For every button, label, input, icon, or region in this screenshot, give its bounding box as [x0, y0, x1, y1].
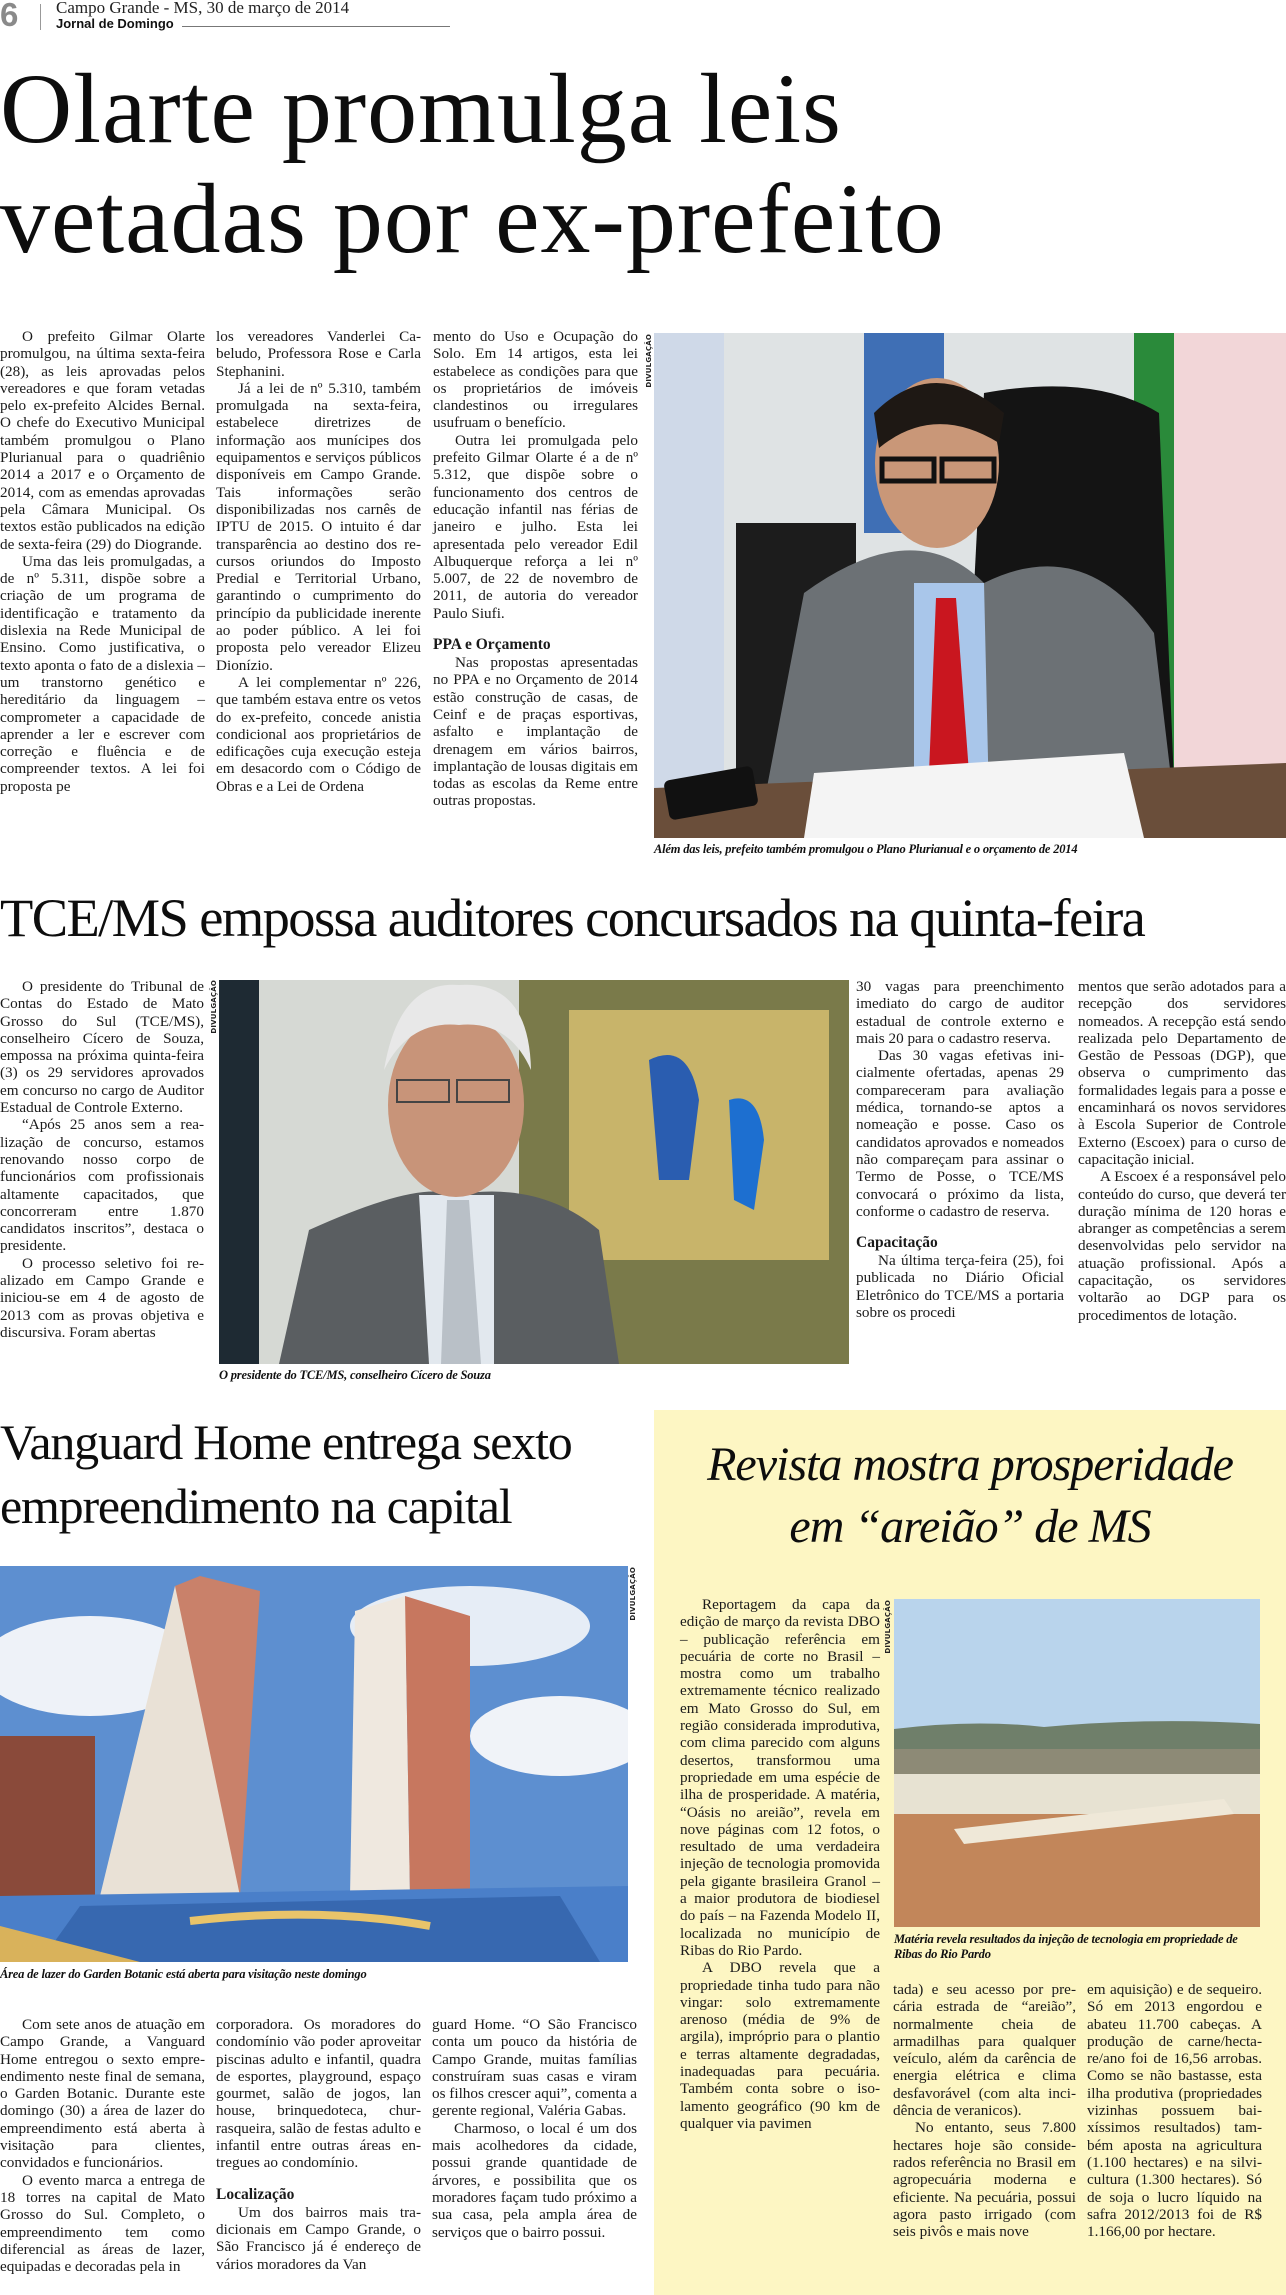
headline-line: vetadas por ex-prefeito	[0, 163, 945, 274]
story1-headline	[0, 54, 1286, 274]
headline-line: Revista mostra prosperidade	[707, 1438, 1233, 1491]
paragraph: Charmoso, o local é um dos mais acolhedores da cidade, possui grande quantidade de árvores, e possibilita que os moradores façam tudo próximo a sua casa, pela ampla área de serviços que o bairro possui.	[432, 2119, 637, 2241]
paragraph: Das 30 vagas efetivas inicialmente ofertadas, apenas 29 compareceram para avaliação médica, tornando-se aptos a nomeação e posse. Caso os candidatos aprovados e nomeados não compareçam para assinar o Termo de Posse, o TCE/MS convocará o próximo da lista, conforme o cadastro de reserva.	[856, 1047, 1064, 1220]
paragraph: Reportagem da capa da edição de março da revista DBO – publicação referência em pecuária de corte no Brasil – mostra como um trabalho extremamente técnico realizado em Mato Grosso do Sul, em região considerada improdutiva, com clima parecido com alguns desertos, transformou uma propriedade em uma espécie de ilha de prosperidade. A matéria, “Oásis no areião”, revela em nove páginas com 12 fotos, o resultado de uma verdadeira injeção de tecnologia promovida pela gigante brasileira Granol – a maior produtora de biodiesel do país – na Fazenda Modelo II, localizada no município de Ribas do Rio Pardo.	[680, 1596, 880, 1959]
paragraph: Na última terça-feira (25), foi publicada no Diário Oficial Eletrônico do TCE/MS a portaria sobre os procedi	[856, 1252, 1064, 1322]
photo-caption: O presidente do TCE/MS, conselheiro Cícero de Souza	[219, 1368, 491, 1382]
buildings-photo	[0, 1566, 628, 1962]
story4-column-2	[893, 1981, 1076, 2240]
story3-headline	[0, 1410, 640, 1538]
paper-name: Jornal de Domingo	[56, 16, 174, 31]
paragraph: Um dos bairros mais tradicionais em Campo Grande, o São Francisco já é endereço de vários moradores da Van	[216, 2203, 421, 2273]
story4-column-1	[680, 1596, 880, 2132]
photo-caption: Área de lazer do Garden Botanic está aberta para visitação neste domingo	[0, 1967, 367, 1981]
story3-column-1	[0, 2016, 205, 2275]
header-rule	[182, 26, 450, 27]
story1-column-3	[433, 328, 638, 810]
president-photo	[219, 980, 849, 1364]
paragraph: los vereadores Vanderlei Cabeludo, Professora Rose e Carla Stephanini.	[216, 328, 421, 380]
paragraph: mento do Uso e Ocupação do Solo. Em 14 artigos, esta lei estabelece as condições para que os proprietários de imóveis clandestinos ou irregulares usufruam o benefício.	[433, 328, 638, 432]
photo-credit: DIVULGAÇÃO	[210, 980, 218, 1034]
paragraph: No entanto, seus 7.800 hectares hoje são considerados referência no Brasil em agropecuária moderna e eficiente. Na pecuária, possui agora pasto irrigado (com seis pivôs e mais nove	[893, 2119, 1076, 2241]
paragraph: Uma das leis promulgadas, a de nº 5.311, dispõe sobre a criação de um programa de identificação e tratamento da dislexia na Rede Municipal de Ensino. Como justificativa, o texto aponta o fato de a dislexia – um transtorno genético e hereditário da linguagem – comprometer a capacidade de aprender a ler e escrever com correção e fluência e de compreender textos. A lei foi proposta pe	[0, 552, 205, 795]
photo-caption: Além das leis, prefeito também promulgou o Plano Plurianual e o orçamento de 2014	[654, 842, 1078, 856]
story4-headline	[654, 1434, 1286, 1558]
paragraph: “Após 25 anos sem a realização de concurso, estamos renovando nosso corpo de funcionários com profissionais altamente capacitados, que concorreram entre 1.870 candidatos inscritos”, destaca o presidente.	[0, 1116, 204, 1255]
paragraph: O prefeito Gilmar Olarte promulgou, na última sexta-feira (28), as leis aprovadas pelos vereadores e que foram vetadas pelo ex-prefeito Alcides Bernal. O chefe do Executivo Municipal também promulgou o Plano Plurianual para o quadriênio 2014 a 2017 e o Orçamento de 2014, com as emendas aprovadas pela Câmara Municipal. Os textos estão publicados na edição de sexta-feira (29) do Diogrande.	[0, 328, 205, 553]
story3-column-3	[432, 2016, 637, 2241]
paragraph: O evento marca a entrega de 18 torres na capital de Mato Grosso do Sul. Completo, o empreendimento tem como diferencial as áreas de lazer, equipadas e decoradas pela in	[0, 2171, 205, 2276]
paragraph: A Escoex é a responsável pelo conteúdo do curso, que deverá ter duração mínima de 120 horas e abranger as competências a serem desenvolvidas pelo servidor na atuação profissional. Após a capacitação, os servidores voltarão ao DGP para os procedimentos de lotação.	[1078, 1168, 1286, 1324]
story3-column-2	[216, 2016, 421, 2273]
story2-column-1	[0, 978, 204, 1341]
paragraph: O processo seletivo foi realizado em Campo Grande e iniciou-se em 4 de agosto de 2013 com as provas objetiva e discursiva. Foram abertas	[0, 1254, 204, 1341]
paragraph: mentos que serão adotados para a recepção dos servidores nomeados. A recepção está sendo realizada pelo Departamento de Gestão de Pessoas (DGP), que observa o cumprimento das formalidades legais para a posse e encaminhará os novos servidores à Escola Superior de Controle Externo (Escoex) para o curso de capacitação inicial.	[1078, 978, 1286, 1168]
farm-photo	[894, 1599, 1260, 1927]
story1-column-2	[216, 328, 421, 795]
headline-line: Olarte promulga leis	[0, 53, 842, 164]
story1-column-1	[0, 328, 205, 795]
headline-line: empreendimento na capital	[0, 1478, 512, 1534]
subhead: PPA e Orçamento	[433, 636, 551, 654]
photo-caption: Matéria revela resultados da injeção de tecnologia em propriedade de Ribas do Rio Pardo	[894, 1932, 1238, 1961]
dateline: Campo Grande - MS, 30 de março de 2014	[56, 0, 350, 17]
paragraph: corporadora. Os moradores do condomínio vão poder aproveitar piscinas adulto e infantil, quadra de esportes, playground, espaço gourmet, salão de jogos, lan house, brinquedoteca, churrasqueira, salão de festas adulto e infantil entre outras áreas entregues ao condomínio.	[216, 2016, 421, 2172]
headline-line: Vanguard Home entrega sexto	[0, 1414, 572, 1470]
photo-credit: DIVULGAÇÃO	[629, 1567, 637, 1621]
page-header	[0, 0, 1286, 36]
subhead: Localização	[216, 2185, 295, 2203]
page-number: 6	[0, 0, 19, 33]
paragraph: Outra lei promulgada pelo prefeito Gilmar Olarte é a de nº 5.312, que dispõe sobre o funcionamento dos centros de educação infantil nas férias de janeiro e julho. Esta lei apresentada pelo vereador Edil Albuquerque reforça a lei nº 5.007, de 22 de novembro de 2011, de autoria do vereador Paulo Siufi.	[433, 431, 638, 622]
paragraph: O presidente do Tribunal de Contas do Estado de Mato Grosso do Sul (TCE/MS), conselheiro Cícero de Souza, empossa na próxima quinta-feira (3) os 29 servidores aprovados em concurso no cargo de Auditor Estadual de Controle Externo.	[0, 978, 204, 1117]
mayor-photo	[654, 333, 1286, 838]
paragraph: Nas propostas apresentadas no PPA e no Orçamento de 2014 estão construção de casas, de Ceinf e de praças esportivas, asfalto e implantação de drenagem em vários bairros, implantação de lousas digitais em todas as escolas da Reme entre outras propostas.	[433, 654, 638, 810]
subhead: Capacitação	[856, 1234, 938, 1252]
header-divider	[40, 4, 41, 30]
paragraph: Já a lei de nº 5.310, também promulgada na sexta-feira, estabelece diretrizes de informação aos munícipes dos equipamentos e serviços públicos disponíveis em Campo Grande. Tais informações serão disponibilizadas nos carnês de IPTU de 2015. O intuito é dar transparência ao destino dos recursos oriundos do Imposto Predial e Territorial Urbano, garantindo o cumprimento do princípio da publicidade inerente ao poder público. A lei foi proposta pelo vereador Elizeu Dionízio.	[216, 379, 421, 674]
story4-column-3	[1087, 1981, 1262, 2240]
paragraph: guard Home. “O São Francisco conta um pouco da história de Campo Grande, muitas famílias construíram suas casas e viram os filhos crescer aqui”, comenta a gerente regional, Valéria Gabas.	[432, 2016, 637, 2120]
paragraph: 30 vagas para preenchimento imediato do cargo de auditor estadual de controle externo e mais 20 para o cadastro reserva.	[856, 978, 1064, 1047]
paragraph: em aquisição) e de sequeiro. Só em 2013 engordou e abateu 11.700 cabeças. A produção de carne/hectare/ano foi de 16,56 arrobas. Como se não bastasse, esta ilha produtiva (propriedades vizinhas possuem baixíssimos resultados) também aposta na agricultura (1.100 hectares) e na silvicultura (1.300 hectares). Só de soja o lucro líquido na safra 2012/2013 foi de R$ 1.166,00 por hectare.	[1087, 1981, 1262, 2241]
photo-credit: DIVULGAÇÃO	[645, 334, 653, 388]
paragraph: tada) e seu acesso por precária estrada de “areião”, normalmente cheia de armadilhas para qualquer veículo, além da carência de energia elétrica e clima desfavorável (com alta incidência de veranicos).	[893, 1981, 1076, 2120]
story2-headline: TCE/MS empossa auditores concursados na quinta-feira	[0, 887, 1145, 948]
paragraph: Com sete anos de atuação em Campo Grande, a Vanguard Home entregou o sexto empreendimento neste final de semana, o Garden Botanic. Durante este domingo (30) a área de lazer do empreendimento está aberta à visitação para clientes, convidados e funcionários.	[0, 2016, 205, 2172]
story2-column-3	[1078, 978, 1286, 1324]
paragraph: A lei complementar nº 226, que também estava entre os vetos do ex-prefeito, concede anistia condicional aos proprietários de edificações cuja execução esteja em desacordo com o Código de Obras e a Lei de Ordena	[216, 673, 421, 795]
headline-line: em “areião” de MS	[789, 1500, 1151, 1553]
paragraph: A DBO revela que a propriedade tinha tudo para não vingar: solo extremamente arenoso (média de 9% de argila), impróprio para o plantio e terras altamente degradadas, inadequadas para pecuária. Também conta sobre o isolamento geográfico (90 km de qualquer via pavimen	[680, 1959, 880, 2132]
story2-column-2	[856, 978, 1064, 1321]
photo-credit: DIVULGAÇÃO	[884, 1600, 892, 1654]
